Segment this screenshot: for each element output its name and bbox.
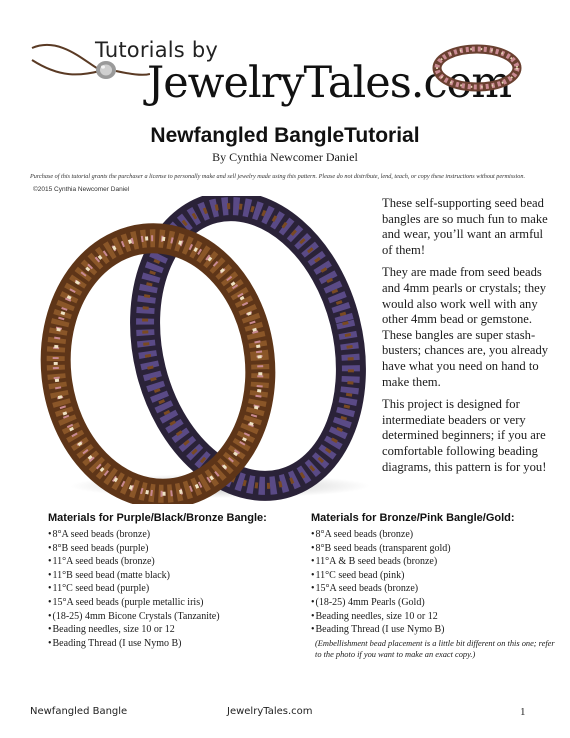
material-item: • 11°B seed bead (matte black)	[48, 569, 308, 583]
material-item: • 11°C seed bead (pink)	[311, 569, 556, 583]
bangles-photo	[30, 196, 375, 504]
pink-bangle-thumbnail	[432, 42, 522, 94]
embellishment-note: (Embellishment bead placement is a little bit different on this one; refer to the photo if you want to make an exact copy.)	[315, 638, 555, 659]
material-item: • 11°A & B seed beads (bronze)	[311, 555, 556, 569]
material-item: • 8°B seed beads (transparent gold)	[311, 542, 556, 556]
material-item: • 8°B seed beads (purple)	[48, 542, 308, 556]
author-byline: By Cynthia Newcomer Daniel	[212, 150, 358, 164]
intro-paragraph-3: This project is designed for intermediate beaders or very determined beginners; if you are comfortable following beading diagrams, this pattern is for you!	[382, 397, 547, 474]
material-item: • 11°C seed bead (purple)	[48, 582, 308, 596]
materials-purple-bangle	[48, 512, 308, 650]
material-item: • 8°A seed beads (bronze)	[48, 528, 308, 542]
intro-paragraph-1: These self-supporting seed bead bangles are so much fun to make and wear, you’ll want an armful of them!	[382, 196, 548, 257]
license-notice: Purchase of this tutorial grants the purchaser a license to personally make and sell jewelry made using this pattern. Please do not distribute, lend, teach, or copy these instructions without permission.	[30, 173, 526, 180]
intro-text	[382, 196, 554, 482]
material-item: • 15°A seed beads (purple metallic iris)	[48, 596, 308, 610]
material-item: • Beading needles, size 10 or 12	[311, 610, 556, 624]
site-logo: JewelryTales.com	[147, 58, 512, 108]
copyright-notice: ©2015 Cynthia Newcomer Daniel	[33, 186, 130, 193]
materials-heading: Materials for Bronze/Pink Bangle/Gold:	[311, 512, 515, 524]
materials-bronze-bangle	[311, 512, 556, 660]
materials-list	[311, 528, 556, 637]
intro-paragraph-2: They are made from seed beads and 4mm pearls or crystals; they would also work well with any other 4mm bead or gemstone. These bangles are super stash-busters; chances are, you already have what you need on hand to make them.	[382, 265, 549, 389]
material-item: • 11°A seed beads (bronze)	[48, 555, 308, 569]
material-item: • 8°A seed beads (bronze)	[311, 528, 556, 542]
material-item: • Beading Thread (I use Nymo B)	[48, 637, 308, 651]
material-item: • (18-25) 4mm Bicone Crystals (Tanzanite)	[48, 610, 308, 624]
material-item: • (18-25) 4mm Pearls (Gold)	[311, 596, 556, 610]
material-item: • Beading needles, size 10 or 12	[48, 623, 308, 637]
footer-site: JewelryTales.com	[227, 706, 313, 717]
page-title: Newfangled BangleTutorial	[150, 124, 420, 147]
material-item: • 15°A seed beads (bronze)	[311, 582, 556, 596]
footer-title: Newfangled Bangle	[30, 706, 128, 717]
materials-heading: Materials for Purple/Black/Bronze Bangle:	[48, 512, 267, 524]
material-item: • Beading Thread (I use Nymo B)	[311, 623, 556, 637]
page-number: 1	[520, 706, 526, 718]
materials-list	[48, 528, 308, 650]
logo-tagline: Tutorials by	[95, 38, 218, 62]
